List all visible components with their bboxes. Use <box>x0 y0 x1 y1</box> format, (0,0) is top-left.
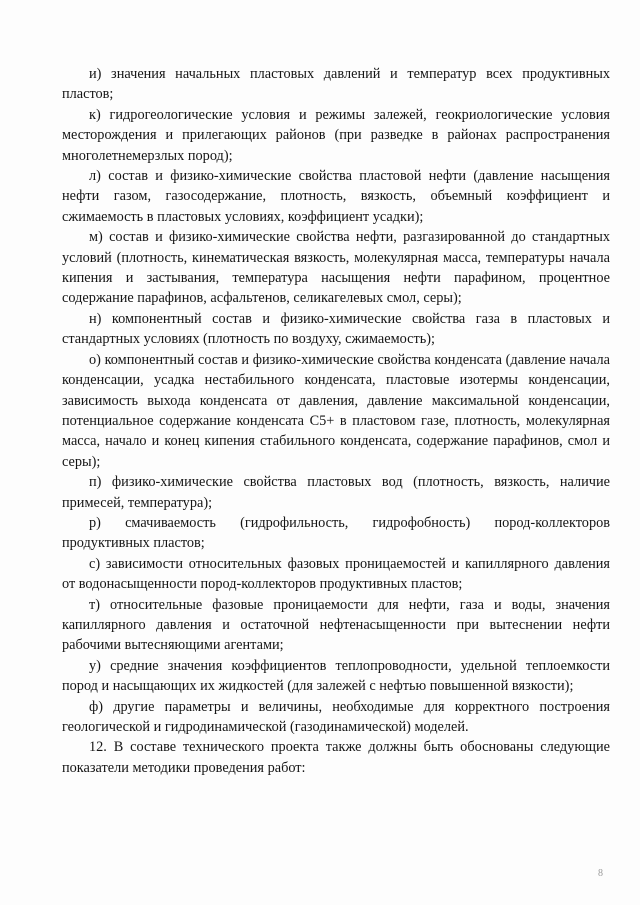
paragraph-i: и) значения начальных пластовых давлений и температур всех продуктивных пластов; <box>62 66 610 103</box>
paragraph-p: п) физико-химические свойства пластовых вод (плотность, вязкость, наличие примесей, температура); <box>62 474 610 511</box>
paragraph-u: у) средние значения коэффициентов теплопроводности, удельной теплоемкости пород и насыщающих их жидкостей (для залежей с нефтью повышенной вязкости); <box>62 657 610 695</box>
paragraph-12: 12. В составе технического проекта также должны быть обоснованы следующие показатели методики проведения работ: <box>62 739 610 776</box>
paragraph-n: н) компонентный состав и физико-химические свойства газа в пластовых и стандартных условиях (плотность по воздуху, сжимаемость); <box>62 310 610 348</box>
paragraph-f: ф) другие параметры и величины, необходимые для корректного построения геологической и гидродинамической (газодинамической) моделей. <box>62 698 610 735</box>
paragraph-k: к) гидрогеологические условия и режимы залежей, геокриологические условия месторождения и прилегающих районов (при разведке в районах распространения многолетнемерзлых пород); <box>62 106 610 164</box>
paragraph-m: м) состав и физико-химические свойства нефти, разгазированной до стандартных условий (плотность, кинематическая вязкость, молекулярная масса, температуры начала кипения и застывания, температура насыщения нефти парафином, процентное содержание парафинов, асфальтенов, селикагелевых смол, серы); <box>62 229 610 307</box>
paragraph-r: р) смачиваемость (гидрофильность, гидрофобность) пород-коллекторов продуктивных пластов; <box>62 514 610 552</box>
document-body <box>62 64 610 778</box>
paragraph-l: л) состав и физико-химические свойства пластовой нефти (давление насыщения нефти газом, газосодержание, плотность, вязкость, объемный коэффициент и сжимаемость в пластовых условиях, коэффициент усадки); <box>62 168 610 225</box>
paragraph-s: с) зависимости относительных фазовых проницаемостей и капиллярного давления от водонасыщенности пород-коллекторов продуктивных пластов; <box>62 555 610 593</box>
page-number: 8 <box>598 868 603 879</box>
paragraph-o: о) компонентный состав и физико-химические свойства конденсата (давление начала конденсации, усадка нестабильного конденсата, пластовые изотермы конденсации, зависимость выхода конденсата от давления, давление максимальной конденсации, потенциальное содержание конденсата С5+ в пластовом газе, плотность, молекулярная масса, начало и конец кипения стабильного конденсата, содержание парафинов, смол и серы); <box>62 351 610 470</box>
paragraph-t: т) относительные фазовые проницаемости для нефти, газа и воды, значения капиллярного давления и остаточной нефтенасыщенности при вытеснении нефти рабочими вытесняющими агентами; <box>62 596 610 654</box>
